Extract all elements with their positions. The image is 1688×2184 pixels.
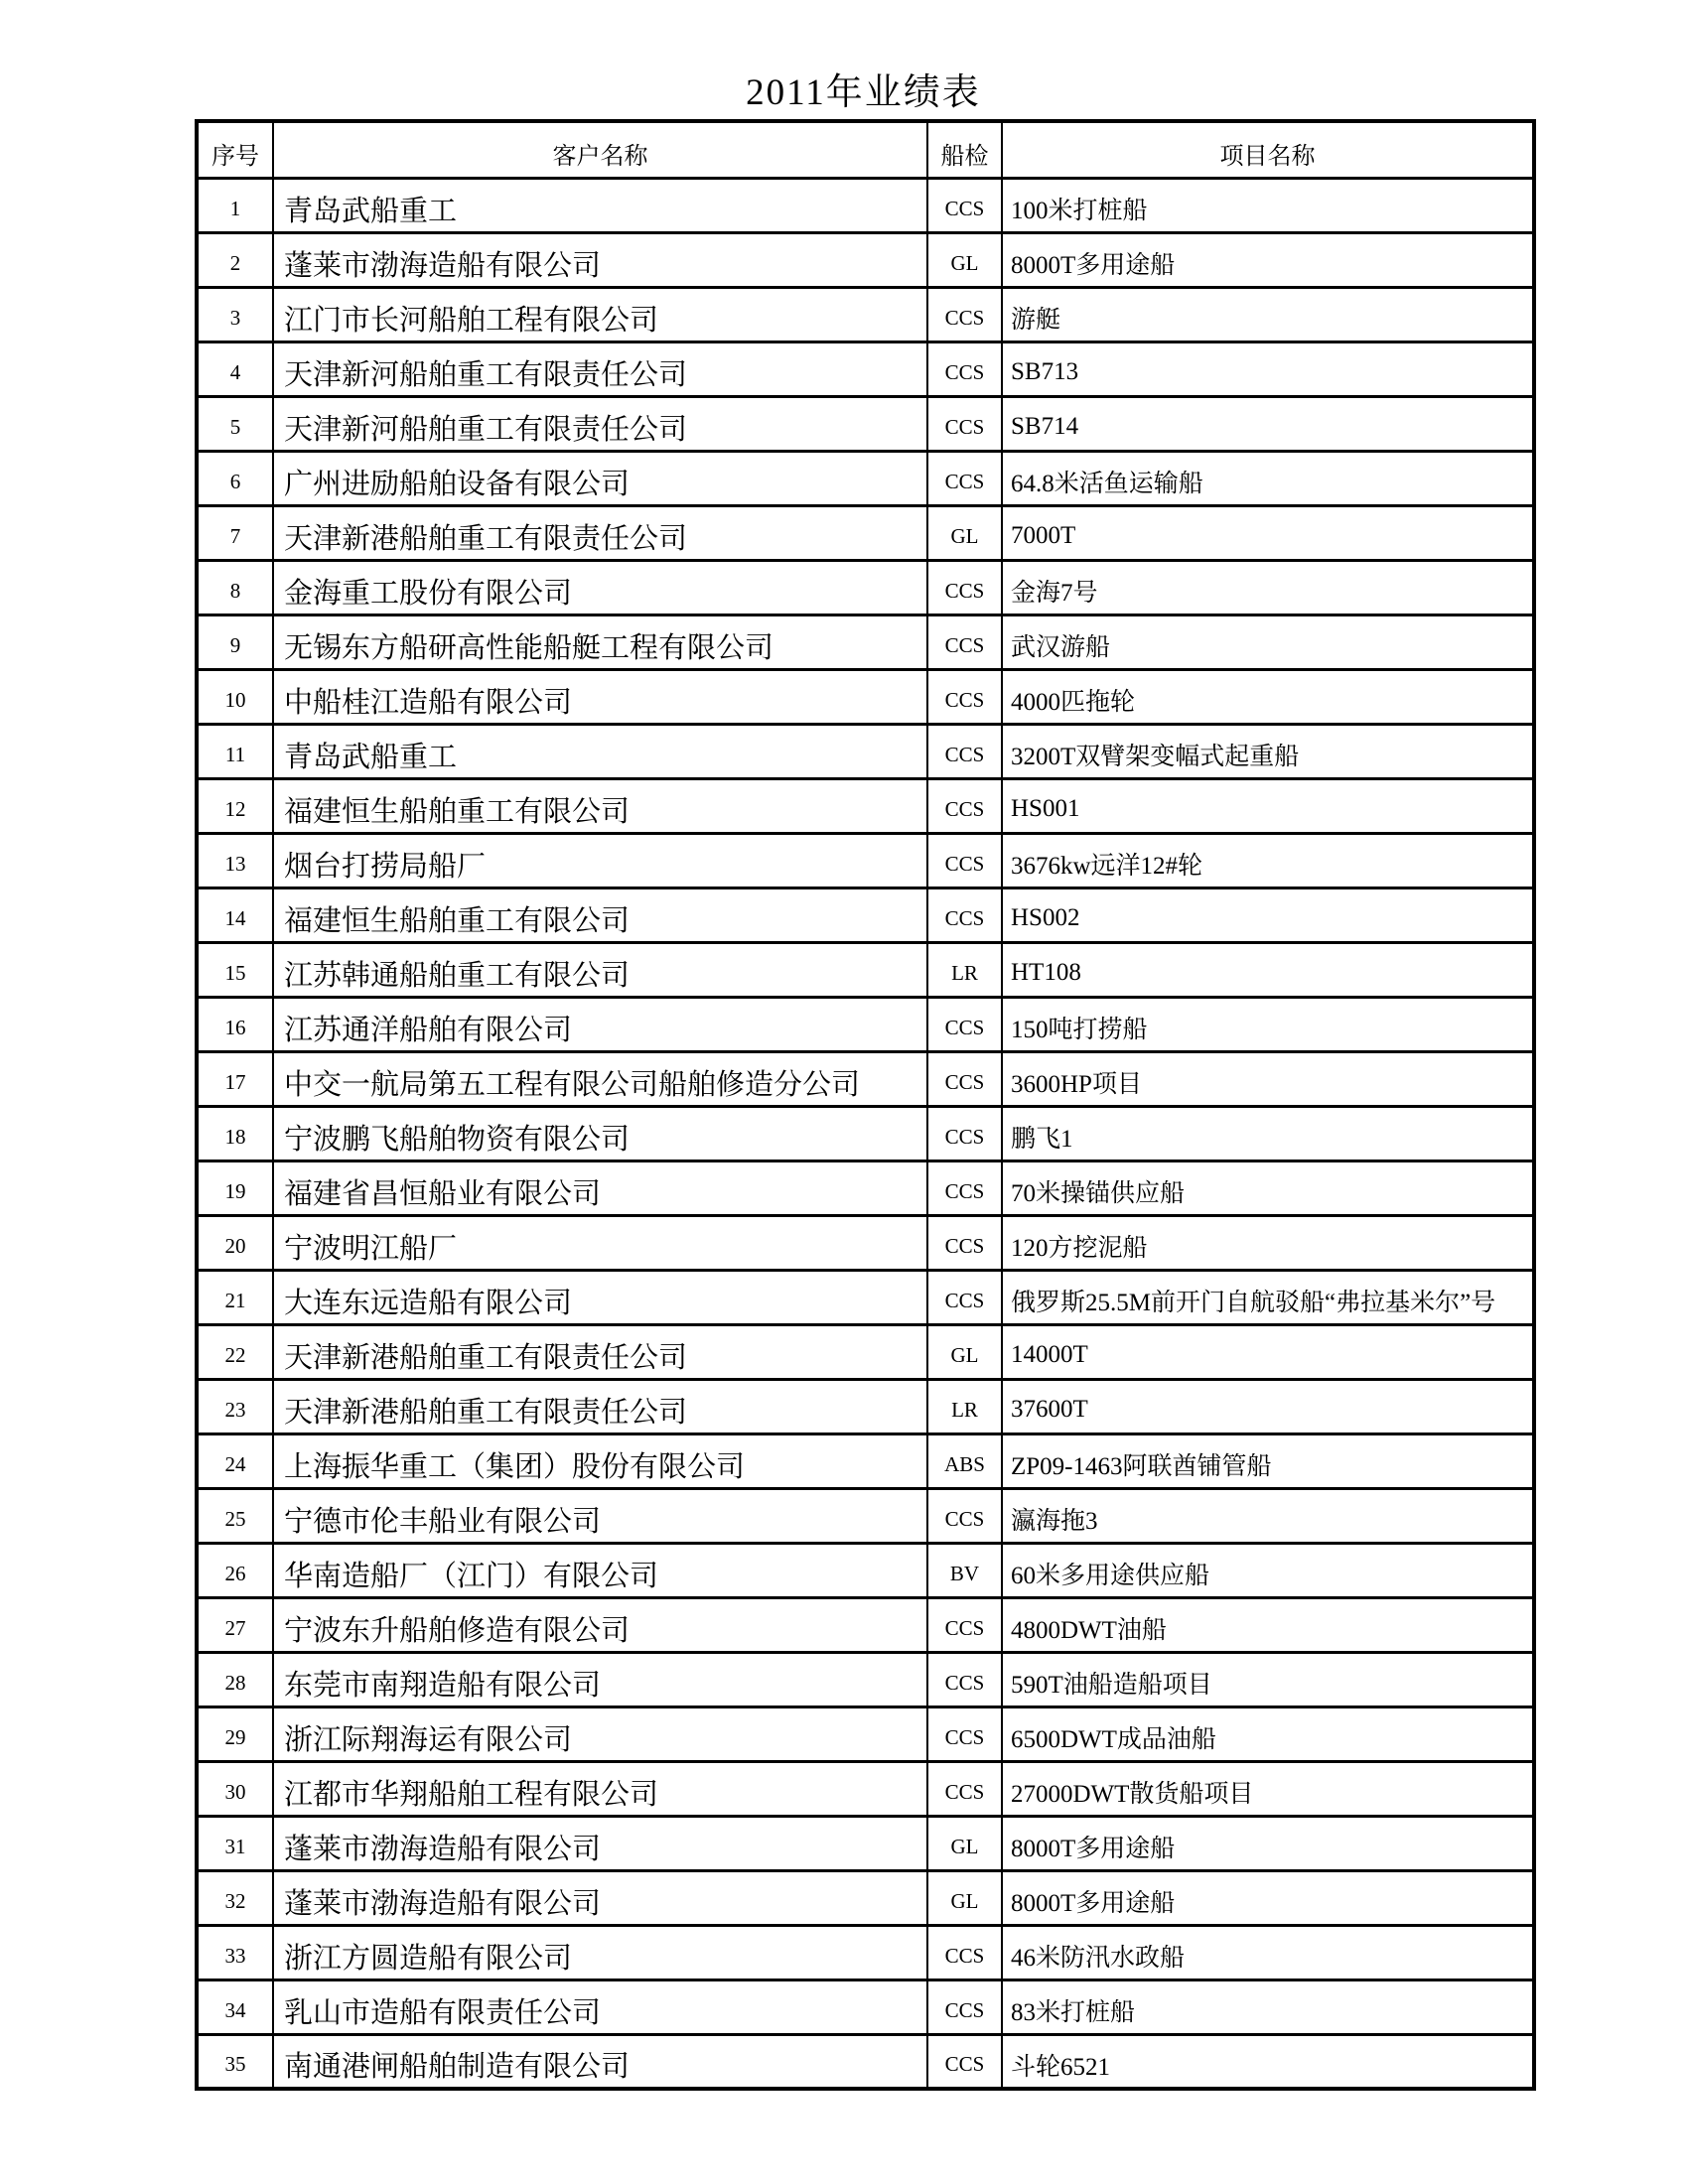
cell-customer-name: 青岛武船重工 bbox=[273, 724, 927, 778]
cell-class-society: CCS bbox=[927, 560, 1002, 614]
cell-class-society: GL bbox=[927, 232, 1002, 287]
cell-project-name: 7000T bbox=[1002, 505, 1534, 560]
cell-index: 3 bbox=[197, 287, 273, 341]
cell-customer-name: 天津新港船舶重工有限责任公司 bbox=[273, 505, 927, 560]
cell-project-name: 120方挖泥船 bbox=[1002, 1215, 1534, 1270]
cell-index: 29 bbox=[197, 1706, 273, 1761]
header-class: 船检 bbox=[927, 121, 1002, 178]
cell-class-society: CCS bbox=[927, 1761, 1002, 1816]
table-row bbox=[197, 1870, 1534, 1925]
cell-index: 8 bbox=[197, 560, 273, 614]
cell-class-society: GL bbox=[927, 1324, 1002, 1379]
cell-project-name: 6500DWT成品油船 bbox=[1002, 1706, 1534, 1761]
cell-index: 9 bbox=[197, 614, 273, 669]
table-row bbox=[197, 287, 1534, 341]
cell-index: 24 bbox=[197, 1433, 273, 1488]
cell-class-society: CCS bbox=[927, 1925, 1002, 1979]
cell-project-name: HS001 bbox=[1002, 778, 1534, 833]
cell-customer-name: 福建恒生船舶重工有限公司 bbox=[273, 778, 927, 833]
table-row bbox=[197, 724, 1534, 778]
cell-project-name: 590T油船造船项目 bbox=[1002, 1652, 1534, 1706]
cell-customer-name: 浙江际翔海运有限公司 bbox=[273, 1706, 927, 1761]
cell-index: 23 bbox=[197, 1379, 273, 1433]
cell-project-name: 46米防汛水政船 bbox=[1002, 1925, 1534, 1979]
table-row bbox=[197, 942, 1534, 997]
cell-class-society: GL bbox=[927, 1870, 1002, 1925]
table-row bbox=[197, 614, 1534, 669]
cell-customer-name: 江苏通洋船舶有限公司 bbox=[273, 997, 927, 1051]
cell-index: 21 bbox=[197, 1270, 273, 1324]
cell-project-name: 8000T多用途船 bbox=[1002, 1816, 1534, 1870]
table-row bbox=[197, 1925, 1534, 1979]
table-row bbox=[197, 396, 1534, 451]
cell-class-society: CCS bbox=[927, 669, 1002, 724]
cell-customer-name: 江门市长河船舶工程有限公司 bbox=[273, 287, 927, 341]
table-row bbox=[197, 178, 1534, 232]
table-row bbox=[197, 887, 1534, 942]
cell-project-name: 64.8米活鱼运输船 bbox=[1002, 451, 1534, 505]
table-row bbox=[197, 1979, 1534, 2034]
cell-project-name: 3200T双臂架变幅式起重船 bbox=[1002, 724, 1534, 778]
table-row bbox=[197, 1433, 1534, 1488]
cell-class-society: CCS bbox=[927, 1488, 1002, 1543]
cell-index: 14 bbox=[197, 887, 273, 942]
cell-project-name: 27000DWT散货船项目 bbox=[1002, 1761, 1534, 1816]
cell-index: 32 bbox=[197, 1870, 273, 1925]
cell-index: 26 bbox=[197, 1543, 273, 1597]
cell-project-name: 60米多用途供应船 bbox=[1002, 1543, 1534, 1597]
cell-project-name: 武汉游船 bbox=[1002, 614, 1534, 669]
cell-index: 31 bbox=[197, 1816, 273, 1870]
cell-project-name: 金海7号 bbox=[1002, 560, 1534, 614]
cell-index: 4 bbox=[197, 341, 273, 396]
table-row bbox=[197, 669, 1534, 724]
cell-index: 13 bbox=[197, 833, 273, 887]
cell-index: 33 bbox=[197, 1925, 273, 1979]
cell-class-society: LR bbox=[927, 942, 1002, 997]
document-title: 2011年业绩表 bbox=[746, 72, 981, 113]
cell-customer-name: 江苏韩通船舶重工有限公司 bbox=[273, 942, 927, 997]
table-row bbox=[197, 1488, 1534, 1543]
cell-class-society: CCS bbox=[927, 1652, 1002, 1706]
table-row bbox=[197, 1215, 1534, 1270]
table-body bbox=[197, 178, 1534, 2089]
cell-class-society: GL bbox=[927, 505, 1002, 560]
cell-customer-name: 中交一航局第五工程有限公司船舶修造分公司 bbox=[273, 1051, 927, 1106]
cell-customer-name: 福建省昌恒船业有限公司 bbox=[273, 1160, 927, 1215]
cell-project-name: 100米打桩船 bbox=[1002, 178, 1534, 232]
performance-table bbox=[195, 119, 1536, 2091]
cell-index: 34 bbox=[197, 1979, 273, 2034]
header-customer: 客户名称 bbox=[273, 121, 927, 178]
table-row bbox=[197, 341, 1534, 396]
table-row bbox=[197, 1324, 1534, 1379]
cell-customer-name: 乳山市造船有限责任公司 bbox=[273, 1979, 927, 2034]
table-row bbox=[197, 1270, 1534, 1324]
cell-class-society: ABS bbox=[927, 1433, 1002, 1488]
cell-class-society: CCS bbox=[927, 778, 1002, 833]
cell-index: 30 bbox=[197, 1761, 273, 1816]
cell-index: 18 bbox=[197, 1106, 273, 1160]
table-row bbox=[197, 1543, 1534, 1597]
cell-index: 10 bbox=[197, 669, 273, 724]
cell-class-society: CCS bbox=[927, 833, 1002, 887]
cell-customer-name: 金海重工股份有限公司 bbox=[273, 560, 927, 614]
cell-project-name: SB714 bbox=[1002, 396, 1534, 451]
cell-project-name: 鹏飞1 bbox=[1002, 1106, 1534, 1160]
cell-class-society: CCS bbox=[927, 287, 1002, 341]
cell-project-name: 70米操锚供应船 bbox=[1002, 1160, 1534, 1215]
cell-customer-name: 无锡东方船研高性能船艇工程有限公司 bbox=[273, 614, 927, 669]
cell-class-society: CCS bbox=[927, 396, 1002, 451]
table-row bbox=[197, 997, 1534, 1051]
table-row bbox=[197, 778, 1534, 833]
cell-customer-name: 蓬莱市渤海造船有限公司 bbox=[273, 1816, 927, 1870]
cell-customer-name: 江都市华翔船舶工程有限公司 bbox=[273, 1761, 927, 1816]
cell-customer-name: 宁波明江船厂 bbox=[273, 1215, 927, 1270]
table-row bbox=[197, 1379, 1534, 1433]
cell-class-society: GL bbox=[927, 1816, 1002, 1870]
cell-index: 1 bbox=[197, 178, 273, 232]
cell-class-society: CCS bbox=[927, 178, 1002, 232]
cell-customer-name: 青岛武船重工 bbox=[273, 178, 927, 232]
cell-class-society: CCS bbox=[927, 1706, 1002, 1761]
cell-project-name: 3676kw远洋12#轮 bbox=[1002, 833, 1534, 887]
table-row bbox=[197, 833, 1534, 887]
table-row bbox=[197, 451, 1534, 505]
table-row bbox=[197, 1106, 1534, 1160]
cell-customer-name: 宁波鹏飞船舶物资有限公司 bbox=[273, 1106, 927, 1160]
table-row bbox=[197, 1761, 1534, 1816]
cell-project-name: HS002 bbox=[1002, 887, 1534, 942]
cell-customer-name: 宁德市伦丰船业有限公司 bbox=[273, 1488, 927, 1543]
table-row bbox=[197, 1597, 1534, 1652]
cell-project-name: 8000T多用途船 bbox=[1002, 1870, 1534, 1925]
cell-project-name: 3600HP项目 bbox=[1002, 1051, 1534, 1106]
cell-index: 22 bbox=[197, 1324, 273, 1379]
cell-class-society: CCS bbox=[927, 1215, 1002, 1270]
cell-customer-name: 天津新河船舶重工有限责任公司 bbox=[273, 341, 927, 396]
cell-class-society: BV bbox=[927, 1543, 1002, 1597]
cell-index: 16 bbox=[197, 997, 273, 1051]
table-row bbox=[197, 1652, 1534, 1706]
cell-project-name: 斗轮6521 bbox=[1002, 2034, 1534, 2089]
header-index: 序号 bbox=[197, 121, 273, 178]
cell-project-name: SB713 bbox=[1002, 341, 1534, 396]
cell-index: 15 bbox=[197, 942, 273, 997]
cell-project-name: 8000T多用途船 bbox=[1002, 232, 1534, 287]
cell-index: 35 bbox=[197, 2034, 273, 2089]
cell-project-name: 俄罗斯25.5M前开门自航驳船“弗拉基米尔”号 bbox=[1002, 1270, 1534, 1324]
cell-class-society: LR bbox=[927, 1379, 1002, 1433]
cell-project-name: 游艇 bbox=[1002, 287, 1534, 341]
cell-customer-name: 烟台打捞局船厂 bbox=[273, 833, 927, 887]
table-row bbox=[197, 1706, 1534, 1761]
cell-customer-name: 天津新港船舶重工有限责任公司 bbox=[273, 1324, 927, 1379]
cell-index: 11 bbox=[197, 724, 273, 778]
cell-project-name: 14000T bbox=[1002, 1324, 1534, 1379]
cell-index: 2 bbox=[197, 232, 273, 287]
cell-index: 5 bbox=[197, 396, 273, 451]
cell-class-society: CCS bbox=[927, 1051, 1002, 1106]
cell-class-society: CCS bbox=[927, 724, 1002, 778]
table-row bbox=[197, 560, 1534, 614]
cell-index: 6 bbox=[197, 451, 273, 505]
table-row bbox=[197, 2034, 1534, 2089]
cell-class-society: CCS bbox=[927, 1106, 1002, 1160]
cell-index: 19 bbox=[197, 1160, 273, 1215]
cell-project-name: 150吨打捞船 bbox=[1002, 997, 1534, 1051]
cell-customer-name: 蓬莱市渤海造船有限公司 bbox=[273, 1870, 927, 1925]
table-row bbox=[197, 505, 1534, 560]
cell-index: 17 bbox=[197, 1051, 273, 1106]
cell-class-society: CCS bbox=[927, 997, 1002, 1051]
table-header-row bbox=[197, 121, 1534, 178]
cell-class-society: CCS bbox=[927, 1160, 1002, 1215]
cell-class-society: CCS bbox=[927, 341, 1002, 396]
cell-customer-name: 蓬莱市渤海造船有限公司 bbox=[273, 232, 927, 287]
cell-project-name: ZP09-1463阿联酋铺管船 bbox=[1002, 1433, 1534, 1488]
cell-class-society: CCS bbox=[927, 887, 1002, 942]
cell-index: 12 bbox=[197, 778, 273, 833]
cell-customer-name: 上海振华重工（集团）股份有限公司 bbox=[273, 1433, 927, 1488]
cell-project-name: 瀛海拖3 bbox=[1002, 1488, 1534, 1543]
cell-class-society: CCS bbox=[927, 614, 1002, 669]
cell-project-name: 37600T bbox=[1002, 1379, 1534, 1433]
cell-customer-name: 宁波东升船舶修造有限公司 bbox=[273, 1597, 927, 1652]
cell-customer-name: 福建恒生船舶重工有限公司 bbox=[273, 887, 927, 942]
table-row bbox=[197, 1816, 1534, 1870]
cell-index: 27 bbox=[197, 1597, 273, 1652]
cell-class-society: CCS bbox=[927, 1270, 1002, 1324]
table-row bbox=[197, 232, 1534, 287]
cell-project-name: HT108 bbox=[1002, 942, 1534, 997]
cell-customer-name: 广州进励船舶设备有限公司 bbox=[273, 451, 927, 505]
cell-customer-name: 南通港闸船舶制造有限公司 bbox=[273, 2034, 927, 2089]
cell-class-society: CCS bbox=[927, 451, 1002, 505]
header-project: 项目名称 bbox=[1002, 121, 1534, 178]
cell-index: 28 bbox=[197, 1652, 273, 1706]
cell-project-name: 4000匹拖轮 bbox=[1002, 669, 1534, 724]
cell-index: 20 bbox=[197, 1215, 273, 1270]
cell-class-society: CCS bbox=[927, 2034, 1002, 2089]
cell-customer-name: 大连东远造船有限公司 bbox=[273, 1270, 927, 1324]
cell-index: 25 bbox=[197, 1488, 273, 1543]
cell-customer-name: 中船桂江造船有限公司 bbox=[273, 669, 927, 724]
table-row bbox=[197, 1051, 1534, 1106]
cell-index: 7 bbox=[197, 505, 273, 560]
cell-customer-name: 天津新港船舶重工有限责任公司 bbox=[273, 1379, 927, 1433]
table-row bbox=[197, 1160, 1534, 1215]
cell-customer-name: 浙江方圆造船有限公司 bbox=[273, 1925, 927, 1979]
cell-project-name: 4800DWT油船 bbox=[1002, 1597, 1534, 1652]
cell-class-society: CCS bbox=[927, 1979, 1002, 2034]
cell-customer-name: 东莞市南翔造船有限公司 bbox=[273, 1652, 927, 1706]
cell-customer-name: 天津新河船舶重工有限责任公司 bbox=[273, 396, 927, 451]
cell-class-society: CCS bbox=[927, 1597, 1002, 1652]
cell-customer-name: 华南造船厂（江门）有限公司 bbox=[273, 1543, 927, 1597]
cell-project-name: 83米打桩船 bbox=[1002, 1979, 1534, 2034]
